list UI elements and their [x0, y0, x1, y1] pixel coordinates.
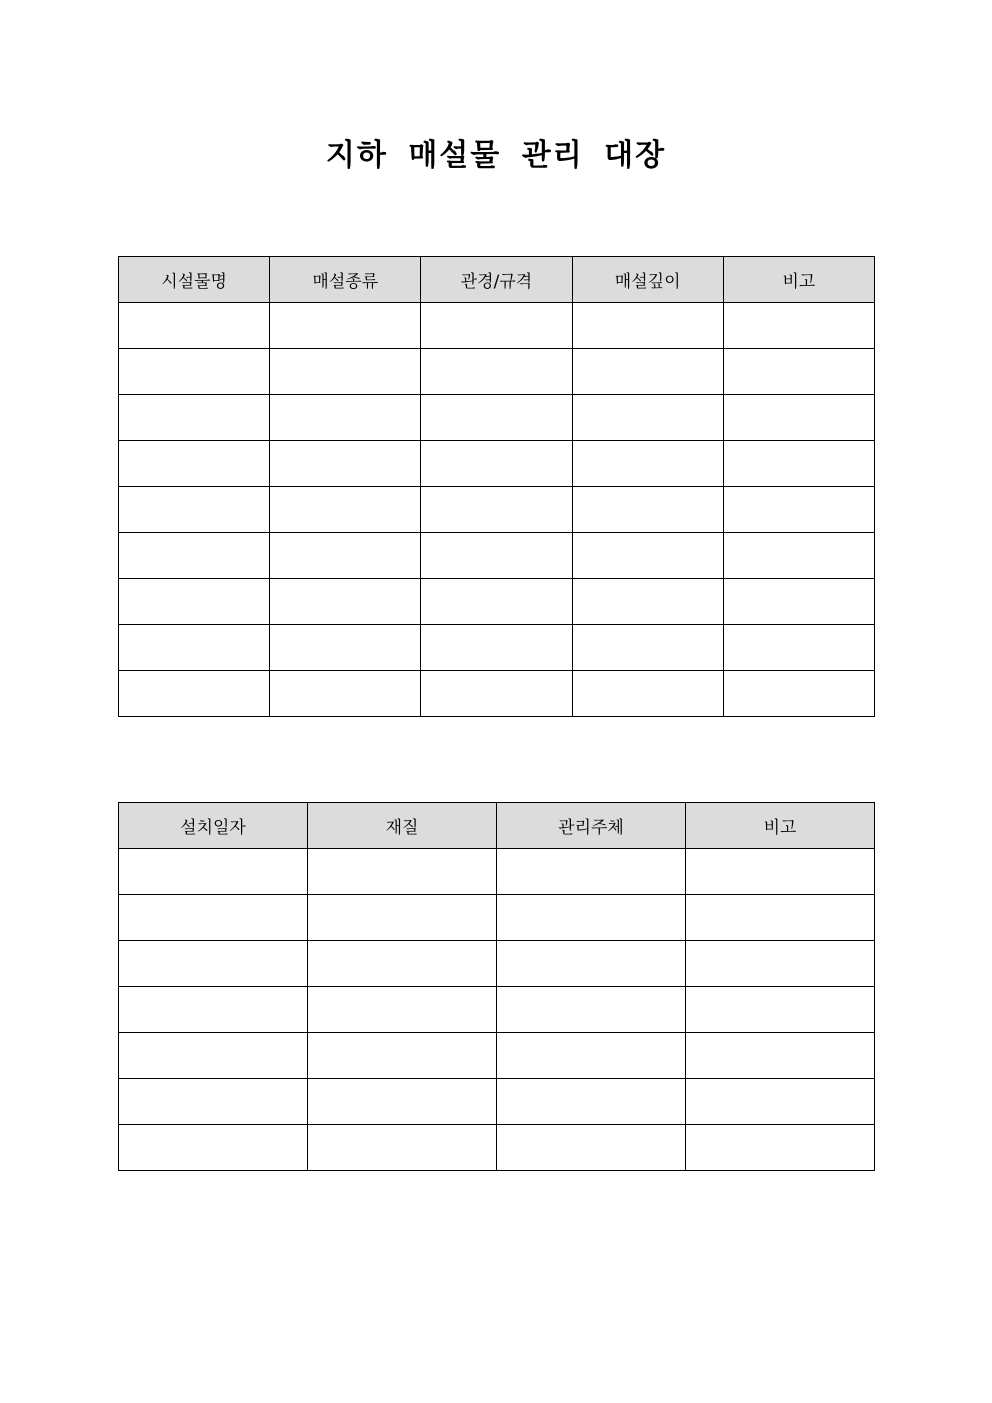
- table-cell[interactable]: [270, 303, 421, 349]
- table-row: [119, 533, 875, 579]
- table-cell[interactable]: [119, 533, 270, 579]
- installation-table: [118, 802, 875, 1171]
- column-header-burial-depth: 매설깊이: [572, 257, 723, 303]
- table-cell[interactable]: [308, 849, 497, 895]
- table-row: [119, 987, 875, 1033]
- table-cell[interactable]: [686, 987, 875, 1033]
- table-cell[interactable]: [572, 625, 723, 671]
- table-cell[interactable]: [308, 941, 497, 987]
- table-row: [119, 1079, 875, 1125]
- table-row: [119, 895, 875, 941]
- table-cell[interactable]: [119, 987, 308, 1033]
- table-cell[interactable]: [119, 1033, 308, 1079]
- table-cell[interactable]: [497, 849, 686, 895]
- table-cell[interactable]: [421, 441, 572, 487]
- table-cell[interactable]: [686, 1125, 875, 1171]
- table-cell[interactable]: [119, 487, 270, 533]
- table-cell[interactable]: [497, 895, 686, 941]
- table-cell[interactable]: [308, 895, 497, 941]
- table-cell[interactable]: [723, 441, 874, 487]
- column-header-pipe-diameter: 관경/규격: [421, 257, 572, 303]
- table-cell[interactable]: [270, 533, 421, 579]
- table-cell[interactable]: [723, 487, 874, 533]
- table-cell[interactable]: [270, 625, 421, 671]
- table-cell[interactable]: [723, 303, 874, 349]
- table-cell[interactable]: [119, 441, 270, 487]
- table-cell[interactable]: [723, 349, 874, 395]
- table-row: [119, 625, 875, 671]
- table-cell[interactable]: [572, 671, 723, 717]
- table-cell[interactable]: [421, 533, 572, 579]
- table-cell[interactable]: [572, 349, 723, 395]
- table-cell[interactable]: [497, 941, 686, 987]
- table-cell[interactable]: [572, 579, 723, 625]
- table-cell[interactable]: [270, 349, 421, 395]
- table-cell[interactable]: [119, 1079, 308, 1125]
- table-row: [119, 1033, 875, 1079]
- table-row: [119, 1125, 875, 1171]
- table-cell[interactable]: [119, 579, 270, 625]
- table-row: [119, 941, 875, 987]
- table-cell[interactable]: [497, 1125, 686, 1171]
- table-cell[interactable]: [119, 849, 308, 895]
- column-header-material: 재질: [308, 803, 497, 849]
- table-cell[interactable]: [270, 671, 421, 717]
- table-cell[interactable]: [723, 533, 874, 579]
- table-cell[interactable]: [308, 1125, 497, 1171]
- table-row: [119, 671, 875, 717]
- facility-table-body: [119, 303, 875, 717]
- table-cell[interactable]: [686, 849, 875, 895]
- table-cell[interactable]: [119, 395, 270, 441]
- table-cell[interactable]: [119, 941, 308, 987]
- column-header-facility-name: 시설물명: [119, 257, 270, 303]
- table-row: [119, 487, 875, 533]
- table-cell[interactable]: [119, 671, 270, 717]
- table-cell[interactable]: [270, 441, 421, 487]
- table-cell[interactable]: [723, 395, 874, 441]
- table-cell[interactable]: [119, 349, 270, 395]
- table-cell[interactable]: [308, 987, 497, 1033]
- table-row: [119, 441, 875, 487]
- table-row: [119, 579, 875, 625]
- table-cell[interactable]: [572, 303, 723, 349]
- table-cell[interactable]: [723, 671, 874, 717]
- table-cell[interactable]: [421, 349, 572, 395]
- table-cell[interactable]: [723, 579, 874, 625]
- facility-table-header: [119, 257, 875, 303]
- table-cell[interactable]: [119, 303, 270, 349]
- table-cell[interactable]: [119, 1125, 308, 1171]
- table-cell[interactable]: [270, 395, 421, 441]
- table-row: [119, 303, 875, 349]
- table-cell[interactable]: [686, 941, 875, 987]
- table-cell[interactable]: [421, 487, 572, 533]
- column-header-remarks: 비고: [686, 803, 875, 849]
- table-cell[interactable]: [686, 1079, 875, 1125]
- page-title: 지하 매설물 관리 대장: [325, 138, 667, 173]
- table-cell[interactable]: [308, 1079, 497, 1125]
- table-cell[interactable]: [119, 625, 270, 671]
- table-cell[interactable]: [723, 625, 874, 671]
- table-cell[interactable]: [497, 1079, 686, 1125]
- table-cell[interactable]: [270, 579, 421, 625]
- table-cell[interactable]: [686, 895, 875, 941]
- table-cell[interactable]: [270, 487, 421, 533]
- column-header-install-date: 설치일자: [119, 803, 308, 849]
- table-row: [119, 395, 875, 441]
- table-cell[interactable]: [497, 987, 686, 1033]
- table-cell[interactable]: [421, 395, 572, 441]
- table-cell[interactable]: [572, 533, 723, 579]
- table-cell[interactable]: [119, 895, 308, 941]
- table-cell[interactable]: [686, 1033, 875, 1079]
- table-cell[interactable]: [421, 625, 572, 671]
- header-row: [119, 803, 875, 849]
- table-row: [119, 849, 875, 895]
- column-header-management-entity: 관리주체: [497, 803, 686, 849]
- table-row: [119, 349, 875, 395]
- table-cell[interactable]: [421, 303, 572, 349]
- column-header-burial-type: 매설종류: [270, 257, 421, 303]
- table-cell[interactable]: [497, 1033, 686, 1079]
- header-row: [119, 257, 875, 303]
- table-cell[interactable]: [308, 1033, 497, 1079]
- table-cell[interactable]: [421, 579, 572, 625]
- table-cell[interactable]: [572, 395, 723, 441]
- installation-table-body: [119, 849, 875, 1171]
- column-header-remarks: 비고: [723, 257, 874, 303]
- table-cell[interactable]: [572, 487, 723, 533]
- table-cell[interactable]: [572, 441, 723, 487]
- installation-table-header: [119, 803, 875, 849]
- table-cell[interactable]: [421, 671, 572, 717]
- facility-table: [118, 256, 875, 717]
